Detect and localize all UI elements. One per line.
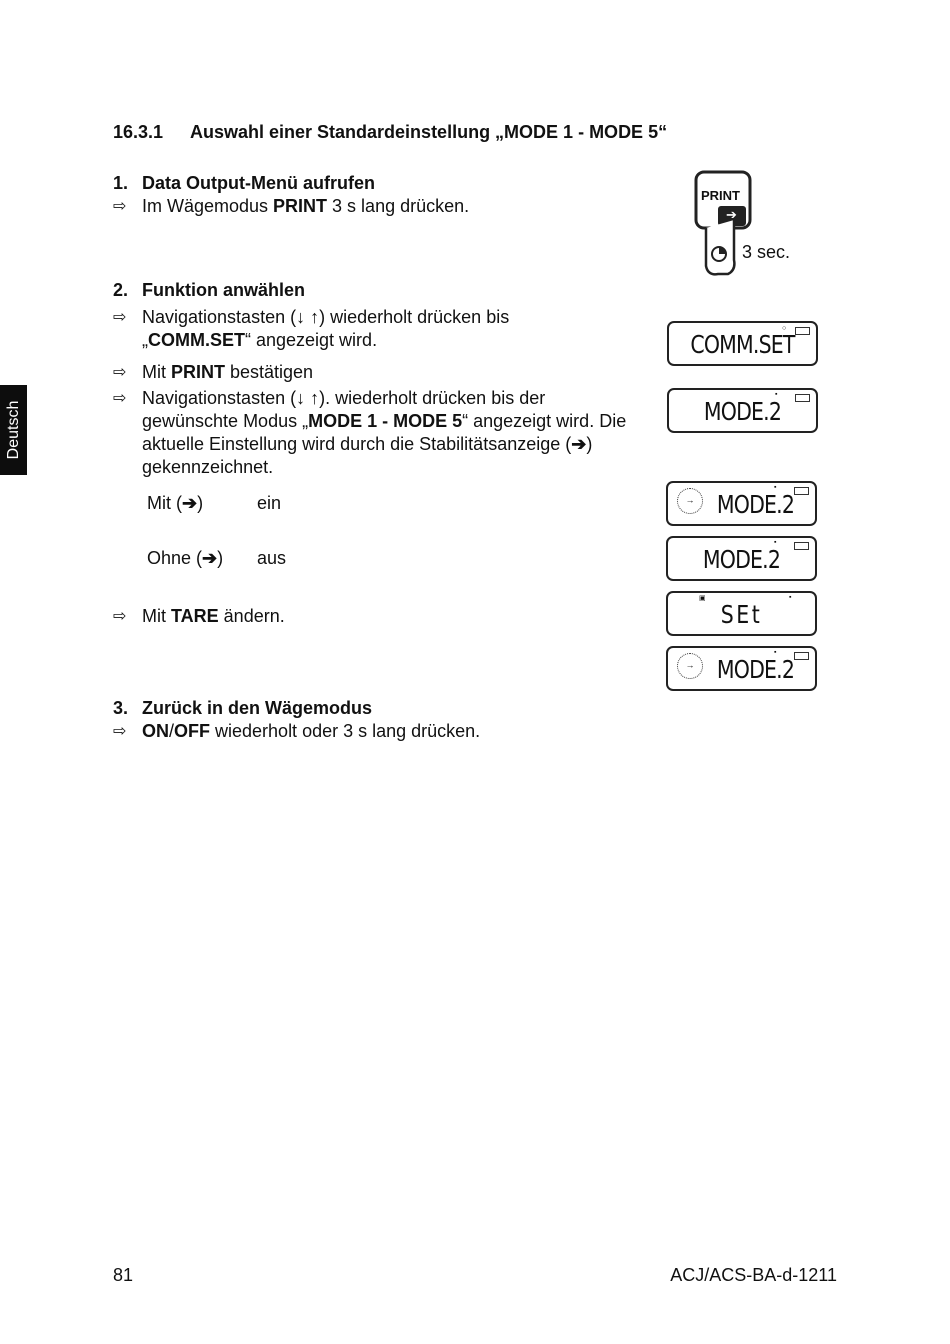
hold-duration: 3 sec. bbox=[742, 242, 791, 262]
language-tab bbox=[0, 385, 27, 475]
lcd-text: SEt bbox=[720, 600, 763, 629]
section-heading bbox=[113, 122, 667, 143]
section-title: Auswahl einer Standardeinstellung „MODE 1 - MODE 5“ bbox=[190, 122, 668, 142]
step1-bullet: ⇨ Im Wägemodus PRINT 3 s lang drücken. bbox=[113, 196, 470, 216]
indicator-mark-icon: ▪ bbox=[774, 649, 777, 656]
stability-arrow-icon: ➔ bbox=[182, 493, 198, 513]
page-number: 81 bbox=[113, 1265, 134, 1285]
lcd-display-mode-2 bbox=[667, 388, 818, 433]
lcd-text: MODE.2 bbox=[716, 655, 795, 684]
step2-bullet-2: ⇨ Mit PRINT bestätigen bbox=[113, 362, 314, 382]
indicator-mark-icon: ▪ bbox=[774, 484, 777, 491]
step2-bullet-1: ⇨ Navigationstasten (↓ ↑) wiederholt drücken bis „COMM.SET“ angezeigt wird. bbox=[113, 307, 510, 350]
bullet-arrow-icon: ⇨ bbox=[113, 723, 127, 740]
lcd-text: MODE.2 bbox=[703, 397, 782, 426]
indicator-square-icon: ▣ bbox=[699, 595, 706, 602]
print-key-label: PRINT bbox=[273, 196, 328, 216]
step1-title-text: Data Output-Menü aufrufen bbox=[142, 173, 375, 193]
stability-indicator-icon: → bbox=[677, 653, 703, 679]
print-button-illustration bbox=[692, 170, 802, 280]
option-without-value: aus bbox=[257, 548, 287, 568]
step1-number: 1. bbox=[113, 173, 129, 193]
lcd-text: COMM.SET bbox=[690, 330, 795, 359]
bullet-arrow-icon: ⇨ bbox=[113, 608, 127, 625]
indicator-mark-icon: ▪ bbox=[774, 539, 777, 546]
step3-bullet: ⇨ ON/OFF wiederholt oder 3 s lang drücken. bbox=[113, 721, 481, 741]
lcd-text: MODE.2 bbox=[716, 490, 795, 519]
language-tab-label: Deutsch bbox=[4, 400, 22, 460]
print-key-text: PRINT bbox=[701, 188, 740, 203]
lcd-display-comm-set bbox=[667, 321, 818, 366]
step2-bullet-3: ⇨ Navigationstasten (↓ ↑). wiederholt drücken bis der gewünschte Modus „MODE 1 - MODE 5“ angezeigt wird. Die aktuelle Einstellung wird durch die Stabilitätsanzeige (➔) gekennzeichnet. bbox=[113, 388, 627, 477]
stability-indicator-icon: → bbox=[677, 488, 703, 514]
option-with-stability: Mit (➔) bbox=[147, 493, 204, 513]
step1-title bbox=[113, 172, 375, 195]
step2-bullet-4: ⇨ Mit TARE ändern. bbox=[113, 606, 285, 626]
option-with-value: ein bbox=[257, 493, 282, 513]
section-number: 16.3.1 bbox=[113, 122, 164, 142]
indicator-mark-icon: ▪ bbox=[775, 391, 778, 398]
bullet-arrow-icon: ⇨ bbox=[113, 390, 127, 407]
lcd-display-set bbox=[666, 591, 817, 636]
step2-title bbox=[113, 279, 305, 302]
step3-number: 3. bbox=[113, 698, 129, 718]
step3-title bbox=[113, 697, 372, 720]
step3-title-text: Zurück in den Wägemodus bbox=[142, 698, 373, 718]
bullet-arrow-icon: ⇨ bbox=[113, 198, 127, 215]
stability-arrow-icon: ➔ bbox=[202, 548, 218, 568]
lcd-display-mode-2-unstable bbox=[666, 536, 817, 581]
hand-press-icon bbox=[692, 170, 802, 280]
option-without-stability: Ohne (➔) bbox=[147, 548, 224, 568]
lcd-text: MODE.2 bbox=[702, 545, 781, 574]
lcd-display-mode-2-stable bbox=[666, 481, 817, 526]
document-id: ACJ/ACS-BA-d-1211 bbox=[670, 1265, 837, 1285]
indicator-mark-icon: ▪ bbox=[789, 594, 792, 601]
bullet-arrow-icon: ⇨ bbox=[113, 309, 127, 326]
lcd-display-mode-2-stable-after bbox=[666, 646, 817, 691]
nav-keys-icon: ↓ ↑ bbox=[296, 388, 320, 408]
nav-keys-icon: ↓ ↑ bbox=[296, 307, 320, 327]
bullet-arrow-icon: ⇨ bbox=[113, 364, 127, 381]
step2-title-text: Funktion anwählen bbox=[142, 280, 306, 300]
step2-number: 2. bbox=[113, 280, 129, 300]
stability-arrow-icon: ➔ bbox=[571, 434, 587, 454]
print-arrow-icon: ➔ bbox=[726, 207, 737, 222]
indicator-dot-icon: ○ bbox=[782, 325, 787, 332]
